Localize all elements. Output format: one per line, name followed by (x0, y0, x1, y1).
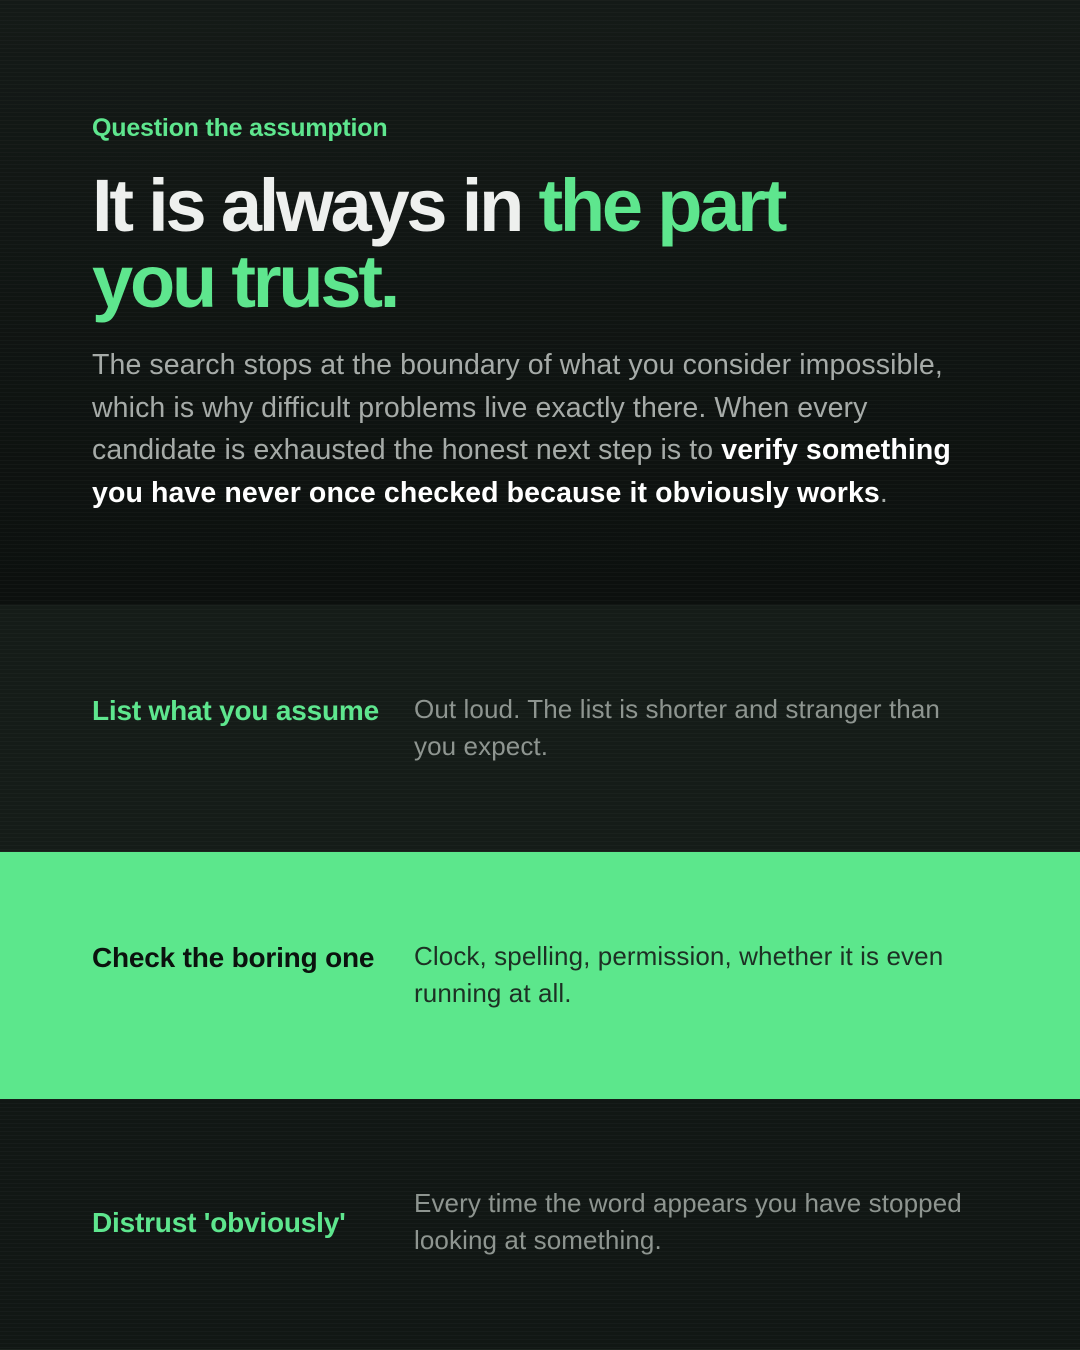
intro-tail: . (879, 476, 888, 509)
step-row-distrust-obviously (0, 1099, 1080, 1350)
step-row-check-boring (0, 852, 1080, 1099)
step-row-list-assumptions (0, 605, 1080, 852)
step-description: Every time the word appears you have stopped looking at something. (414, 1188, 962, 1255)
intro-lead: The search stops at the boundary of what you consider impossible, which is why difficult problems live exactly there. When every candidate is exhausted the honest next step is to (92, 349, 943, 466)
hero-section (0, 0, 1080, 605)
intro-emphasis: verify something you have never once checked because it obviously works (92, 434, 951, 509)
eyebrow-label: Question the assumption (92, 114, 388, 142)
headline-accent-line2: you trust. (92, 240, 398, 323)
intro-paragraph (92, 344, 952, 514)
steps-list (0, 605, 1080, 1350)
step-title: Distrust 'obviously' (92, 1207, 346, 1238)
step-description: Clock, spelling, permission, whether it is even running at all. (414, 941, 944, 1008)
headline (92, 164, 992, 323)
headline-accent-line1: the part (538, 164, 785, 247)
step-description: Out loud. The list is shorter and stranger than you expect. (414, 694, 940, 761)
step-title: Check the boring one (92, 942, 375, 973)
headline-plain: It is always in (92, 164, 539, 247)
step-title: List what you assume (92, 695, 379, 726)
